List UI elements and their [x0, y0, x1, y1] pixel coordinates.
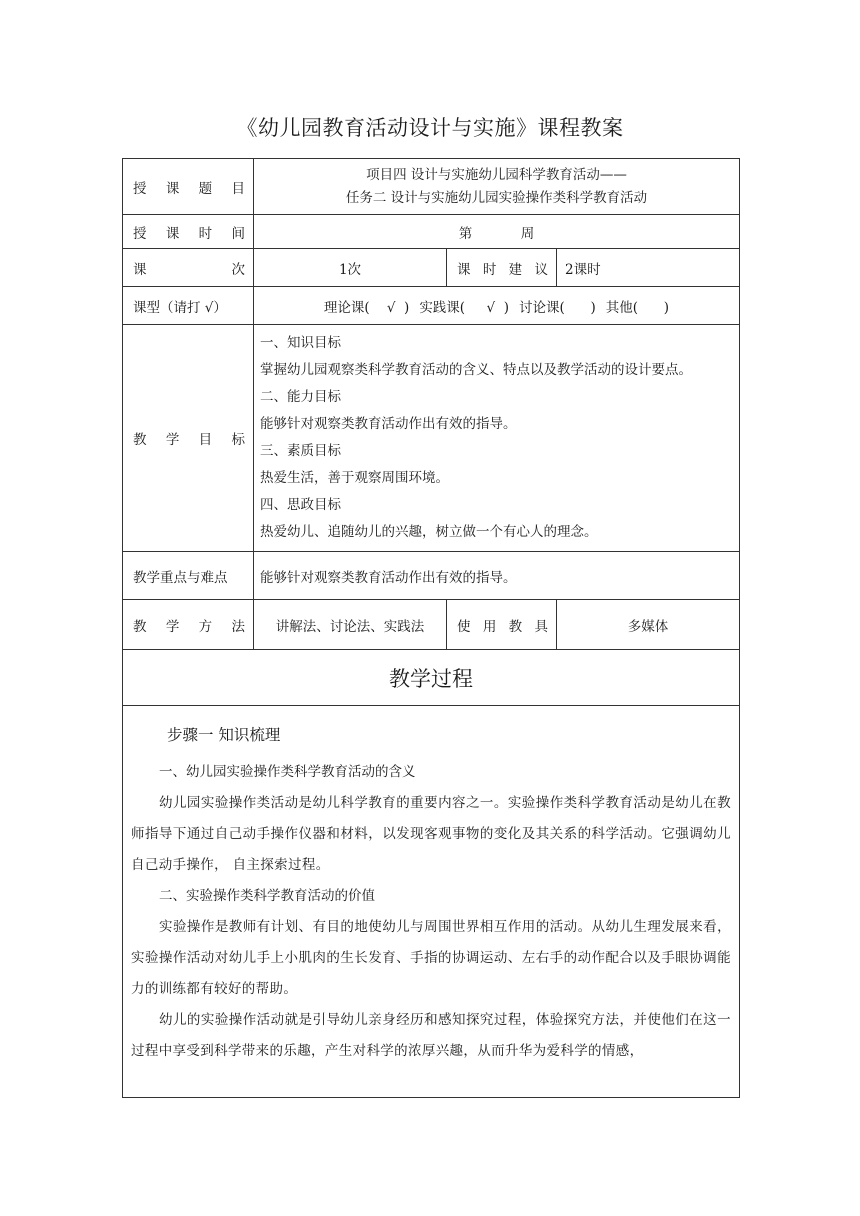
methods-label: 教 学 方 法: [133, 618, 245, 635]
goals-row: [123, 325, 740, 552]
hours-label-cell: [447, 249, 557, 287]
topic-line-1: 项目四 设计与实施幼儿园科学教育活动——: [366, 166, 627, 183]
time-label-cell: [123, 215, 254, 249]
topic-label: 授 课 题 目: [133, 180, 245, 197]
methods-row: [123, 600, 740, 650]
hours-label: 课 时 建 议: [457, 261, 548, 278]
week-prefix: 第: [458, 225, 473, 242]
time-row: [123, 215, 740, 249]
paragraph: 实验操作是教师有计划、有目的地使幼儿与周围世界相互作用的活动。从幼儿生理发展来看，实验操作活动对幼儿手上小肌肉的生长发育、手指的协调运动、左右手的动作配合以及手眼协调能力的训练都有较好的帮助。: [131, 919, 731, 997]
other-option: 其他( ): [605, 299, 670, 316]
section-heading: 二、实验操作类科学教育活动的价值: [159, 888, 375, 904]
session-row: [123, 249, 740, 287]
topic-line-2: 任务二 设计与实施幼儿园实验操作类科学教育活动: [345, 189, 648, 206]
week-value-cell: [254, 215, 740, 249]
document-title: 《幼儿园教育活动设计与实施》课程教案: [236, 116, 624, 140]
practice-option: 实践课( √ ): [419, 299, 509, 316]
session-label-cell: [123, 249, 254, 287]
key-points-label: 教学重点与难点: [123, 552, 254, 600]
lesson-type-value-cell: [254, 287, 740, 325]
goal-text: 能够针对观察类教育活动作出有效的指导。: [260, 416, 517, 432]
topic-row: [123, 159, 740, 215]
goal-heading: 四、思政目标: [260, 497, 341, 513]
methods-label-cell: [123, 600, 254, 650]
week-suffix: 周: [520, 225, 535, 242]
paragraph: 幼儿园实验操作类活动是幼儿科学教育的重要内容之一。实验操作类科学教育活动是幼儿在教师指导下通过自己动手操作仪器和材料，以发现客观事物的变化及其关系的科学活动。它强调幼儿自己动手操作， 自主探索过程。: [131, 795, 731, 873]
lesson-type-label: 课型（请打 √）: [123, 287, 254, 325]
tools-label: 使 用 教 具: [457, 618, 548, 635]
key-points-row: [123, 552, 740, 600]
session-label: 课 次: [133, 261, 245, 278]
process-body: [123, 706, 740, 1098]
lesson-type-row: [123, 287, 740, 325]
process-heading: 教学过程: [123, 650, 740, 706]
lesson-plan-table: [122, 158, 740, 1098]
hours-value: 2课时: [557, 249, 740, 287]
step-heading: 步骤一 知识梳理: [167, 726, 281, 744]
theory-option: 理论课( √ ): [323, 299, 410, 316]
section-heading: 一、幼儿园实验操作类科学教育活动的含义: [159, 764, 416, 780]
session-value: 1次: [254, 249, 447, 287]
goal-heading: 三、素质目标: [260, 443, 341, 459]
time-label: 授 课 时 间: [133, 225, 245, 242]
goal-text: 掌握幼儿园观察类科学教育活动的含义、特点以及教学活动的设计要点。: [260, 362, 692, 378]
process-body-row: [123, 706, 740, 1098]
process-heading-row: [123, 650, 740, 706]
goal-heading: 二、能力目标: [260, 389, 341, 405]
goals-label-cell: [123, 325, 254, 552]
goals-list: [254, 325, 740, 552]
methods-value: 讲解法、讨论法、实践法: [254, 600, 447, 650]
tools-value: 多媒体: [557, 600, 740, 650]
goal-heading: 一、知识目标: [260, 335, 341, 351]
topic-label-cell: [123, 159, 254, 215]
discussion-option: 讨论课( ): [519, 299, 596, 316]
goal-text: 热爱生活，善于观察周围环境。: [260, 470, 449, 486]
key-points-value: 能够针对观察类教育活动作出有效的指导。: [254, 552, 740, 600]
tools-label-cell: [447, 600, 557, 650]
paragraph: 幼儿的实验操作活动就是引导幼儿亲身经历和感知探究过程，体验探究方法，并使他们在这一过程中享受到科学带来的乐趣，产生对科学的浓厚兴趣，从而升华为爱科学的情感，: [131, 1012, 731, 1059]
goal-text: 热爱幼儿、追随幼儿的兴趣，树立做一个有心人的理念。: [260, 524, 598, 540]
topic-value-cell: [254, 159, 740, 215]
goals-label: 教 学 目 标: [133, 432, 245, 448]
